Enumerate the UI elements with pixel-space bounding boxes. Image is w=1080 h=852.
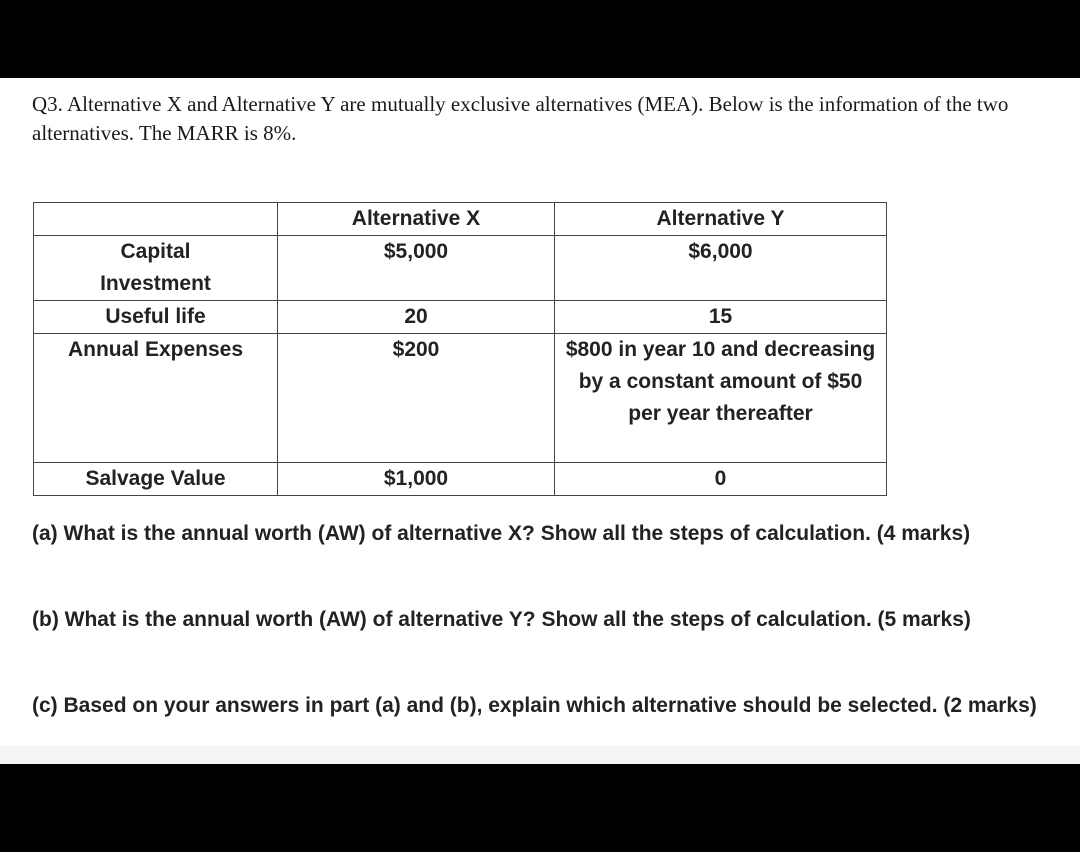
- cell-x-salvage-value: $1,000: [278, 463, 555, 496]
- row-label-useful-life: Useful life: [34, 301, 278, 334]
- table-header-alternative-x: Alternative X: [278, 203, 555, 236]
- row-label-capital-investment: [34, 236, 278, 301]
- row-label-text: Capital Investment: [100, 240, 211, 295]
- document-bottom-edge: [0, 746, 1080, 764]
- table-row-annual-expenses: [34, 334, 887, 463]
- question-document: [0, 78, 1080, 746]
- question-part-b: (b) What is the annual worth (AW) of alternative Y? Show all the steps of calculation. (5 marks): [32, 608, 971, 631]
- table-header-blank: [34, 203, 278, 236]
- table-header-alternative-y: Alternative Y: [555, 203, 887, 236]
- cell-y-capital-investment: $6,000: [555, 236, 887, 301]
- question-part-a: (a) What is the annual worth (AW) of alternative X? Show all the steps of calculation. (4 marks): [32, 522, 971, 545]
- row-label-annual-expenses: Annual Expenses: [34, 334, 278, 463]
- cell-x-useful-life: 20: [278, 301, 555, 334]
- alternatives-table: [33, 202, 887, 496]
- question-stem: Q3. Alternative X and Alternative Y are mutually exclusive alternatives (MEA). Below is the information of the two alternatives. The MARR is 8%.: [32, 92, 1009, 145]
- cell-y-salvage-value: 0: [555, 463, 887, 496]
- table-row-capital-investment: [34, 236, 887, 301]
- cell-y-annual-expenses: [555, 334, 887, 463]
- table-row-useful-life: [34, 301, 887, 334]
- table-header-row: [34, 203, 887, 236]
- cell-y-annual-expenses-text: $800 in year 10 and decreasing by a constant amount of $50 per year thereafter: [565, 338, 876, 425]
- question-part-c: (c) Based on your answers in part (a) and (b), explain which alternative should be selected. (2 marks): [32, 694, 1037, 717]
- row-label-salvage-value: Salvage Value: [34, 463, 278, 496]
- cell-x-annual-expenses: $200: [278, 334, 555, 463]
- cell-y-useful-life: 15: [555, 301, 887, 334]
- table-row-salvage-value: [34, 463, 887, 496]
- cell-x-capital-investment: $5,000: [278, 236, 555, 301]
